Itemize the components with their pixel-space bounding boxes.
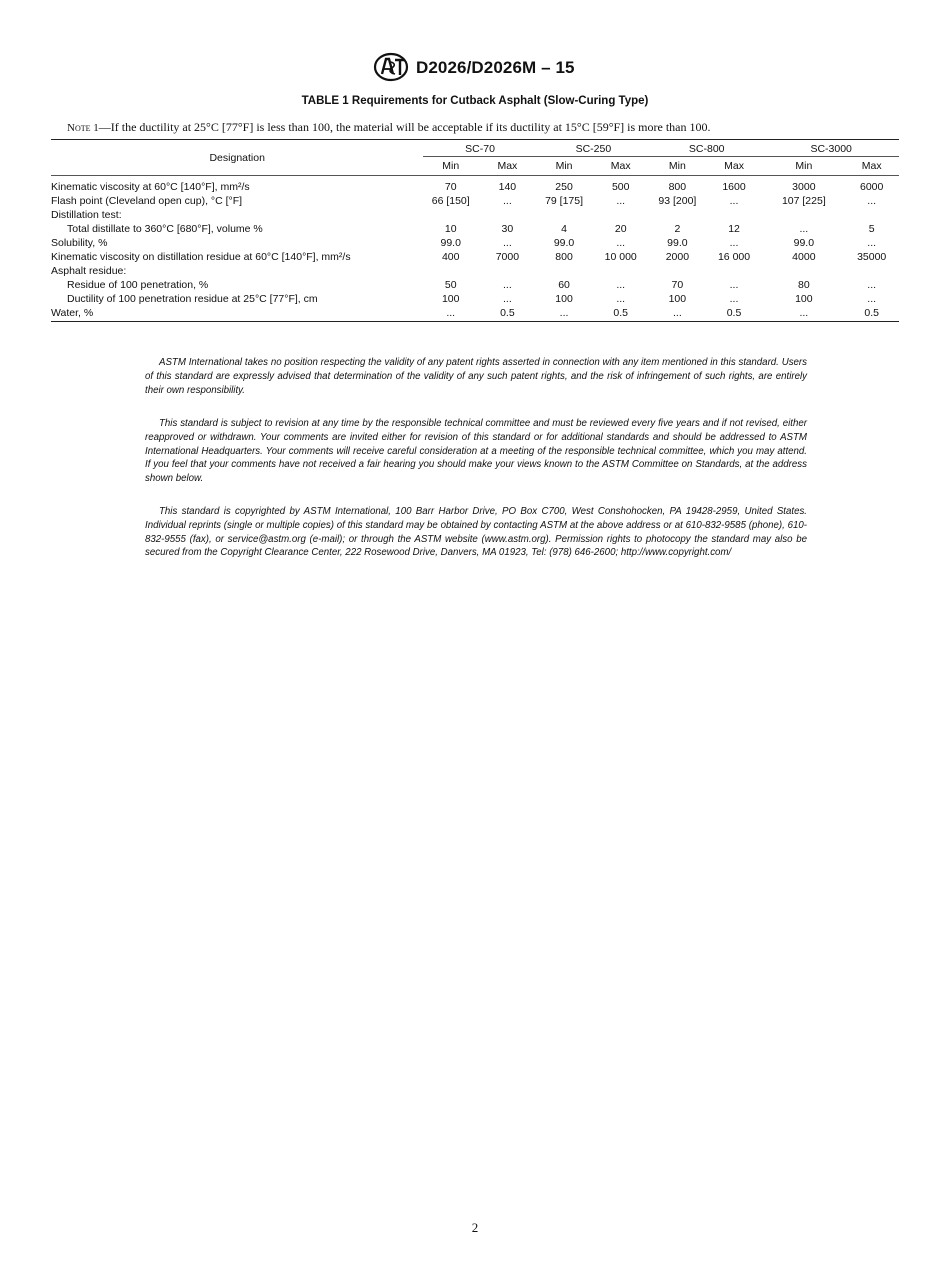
- table-row: [51, 306, 899, 322]
- table-cell: ...: [729, 237, 739, 249]
- table-cell: 5: [868, 223, 875, 235]
- table-cell: 4: [561, 223, 567, 235]
- table-cell: 99.0: [440, 237, 461, 249]
- table-cell: 3000: [792, 181, 816, 193]
- astm-logo-icon: [371, 52, 411, 82]
- table-cell: ...: [729, 293, 739, 305]
- table-cell: [763, 264, 844, 278]
- revision-notice: This standard is subject to revision at any time by the responsible technical committee and must be reviewed every five years and if not revised, either reapproved or withdrawn. Your comments are invited either for revision of this standard or for additional standards and should be addressed to ASTM International Headquarters. Your comments will receive careful consideration at a meeting of the responsible technical committee, which you may attend. If you feel that your comments have not received a fair hearing you should make your views known to the ASTM Committee on Standards, at the address shown below.: [145, 418, 807, 485]
- table-cell: 4000: [792, 251, 816, 263]
- table-cell: [844, 264, 899, 278]
- table-cell: 60: [558, 279, 570, 291]
- table-cell: 100: [441, 293, 460, 305]
- row-label: Kinematic viscosity on distillation residue at 60°C [140°F], mm²/s: [51, 251, 351, 263]
- column-header: Max: [591, 157, 650, 176]
- table-cell: ...: [729, 279, 739, 291]
- table-title: TABLE 1 Requirements for Cutback Asphalt (Slow-Curing Type): [301, 95, 649, 107]
- table-cell: 70: [671, 279, 684, 291]
- column-header: Min: [763, 157, 844, 176]
- table-cell: ...: [867, 195, 877, 207]
- group-header: SC-800: [650, 140, 763, 157]
- copyright-notice: This standard is copyrighted by ASTM International, 100 Barr Harbor Drive, PO Box C700, West Conshohocken, PA 19428-2959, United States. Individual reprints (single or multiple copies) of this standard may be obtained by contacting ASTM at the above address or at 610-832-9585 (phone), 610-832-9555 (fax), or service@astm.org (e-mail); or through the ASTM website (www.astm.org). Permission rights to photocopy the standard may also be secured from the Copyright Clearance Center, 222 Rosewood Drive, Danvers, MA 01923, Tel: (978) 646-2600; http://www.copyright.com/: [145, 506, 807, 559]
- row-label: Flash point (Cleveland open cup), °C [°F]: [51, 195, 243, 207]
- table-cell: 7000: [495, 251, 520, 263]
- table-cell: [423, 264, 478, 278]
- table-cell: 35000: [857, 251, 887, 263]
- row-label: Solubility, %: [51, 237, 108, 249]
- table-cell: [763, 208, 844, 222]
- table-cell: [478, 264, 537, 278]
- table-cell: 10 000: [604, 251, 637, 263]
- table-cell: [650, 208, 705, 222]
- row-label: Total distillate to 360°C [680°F], volume %: [67, 223, 263, 235]
- table-cell: 100: [555, 293, 573, 305]
- table-cell: 0.5: [705, 306, 764, 322]
- column-header: Max: [844, 157, 899, 176]
- table-cell: [705, 208, 764, 222]
- table-cell: 16 000: [717, 251, 751, 263]
- table-cell: ...: [502, 237, 512, 249]
- table-cell: 12: [728, 223, 740, 235]
- table-cell: 800: [555, 251, 573, 263]
- table-cell: 107 [225]: [781, 195, 826, 207]
- table-cell: 10: [444, 223, 457, 235]
- row-label: Distillation test:: [51, 209, 122, 221]
- table-cell: ...: [650, 306, 705, 322]
- table-cell: ...: [616, 195, 626, 207]
- page-number: 2: [471, 1220, 479, 1235]
- table-cell: ...: [502, 195, 512, 207]
- table-cell: ...: [799, 223, 809, 235]
- table-cell: 80: [798, 279, 810, 291]
- table-cell: 99.0: [793, 237, 815, 249]
- table-cell: 250: [555, 181, 573, 193]
- table-cell: [705, 264, 764, 278]
- table-cell: 0.5: [591, 306, 650, 322]
- table-cell: 93 [200]: [658, 195, 697, 207]
- table-cell: ...: [616, 279, 626, 291]
- table-cell: 6000: [859, 181, 884, 193]
- table-cell: ...: [867, 279, 877, 291]
- column-header: Min: [537, 157, 592, 176]
- patent-disclaimer: ASTM International takes no position respecting the validity of any patent rights asserted in connection with any item mentioned in this standard. Users of this standard are expressly advised that determination of the validity of any such patent rights, and the risk of infringement of such rights, are entirely their own responsibility.: [145, 357, 807, 396]
- table-row: [51, 222, 899, 236]
- table-cell: [423, 208, 478, 222]
- table-cell: 1600: [722, 181, 746, 193]
- requirements-table: [51, 139, 899, 322]
- table-cell: ...: [502, 293, 512, 305]
- table-cell: [591, 208, 650, 222]
- table-cell: 100: [795, 293, 813, 305]
- table-body: [51, 176, 899, 322]
- column-header: Max: [478, 157, 537, 176]
- table-cell: 99.0: [667, 237, 688, 249]
- table-cell: 400: [441, 251, 460, 263]
- column-header: Min: [650, 157, 705, 176]
- group-header: SC-3000: [763, 140, 899, 157]
- table-cell: 0.5: [478, 306, 537, 322]
- table-cell: ...: [867, 293, 877, 305]
- table-cell: ...: [423, 306, 478, 322]
- table-cell: ...: [616, 293, 626, 305]
- row-label: Residue of 100 penetration, %: [67, 279, 209, 291]
- note-label: Note 1: [67, 122, 99, 134]
- table-cell: 0.5: [844, 306, 899, 322]
- table-cell: [537, 208, 592, 222]
- table-cell: 2000: [665, 251, 690, 263]
- row-label: Kinematic viscosity at 60°C [140°F], mm²/s: [51, 181, 250, 193]
- group-header: SC-70: [423, 140, 536, 157]
- table-cell: [478, 208, 537, 222]
- table-row: [51, 236, 899, 250]
- table-cell: 2: [674, 223, 681, 235]
- table-cell: [844, 208, 899, 222]
- table-cell: 79 [175]: [545, 195, 584, 207]
- table-cell: 50: [444, 279, 457, 291]
- table-cell: 140: [498, 181, 517, 193]
- group-header: SC-250: [537, 140, 650, 157]
- designation-header: Designation: [51, 140, 423, 176]
- table-row: [51, 250, 899, 264]
- table-cell: 66 [150]: [431, 195, 470, 207]
- table-cell: ...: [763, 306, 844, 322]
- row-label: Asphalt residue:: [51, 265, 127, 277]
- table-cell: ...: [502, 279, 512, 291]
- table-cell: 500: [611, 181, 630, 193]
- row-label: Ductility of 100 penetration residue at 25°C [77°F], cm: [67, 293, 318, 305]
- row-label: Water, %: [51, 306, 423, 322]
- table-cell: 99.0: [553, 237, 575, 249]
- table-row: [51, 264, 899, 278]
- column-header: Min: [423, 157, 478, 176]
- page-header: [0, 52, 950, 84]
- table-cell: [537, 264, 592, 278]
- table-row: [51, 176, 899, 195]
- table-cell: 100: [668, 293, 687, 305]
- column-header: Max: [705, 157, 764, 176]
- note-text: —If the ductility at 25°C [77°F] is less than 100, the material will be acceptable if its ductility at 15°C [59°F] is more than 100.: [98, 120, 711, 134]
- table-cell: [650, 264, 705, 278]
- table-cell: 70: [444, 181, 457, 193]
- document-id: D2026/D2026M – 15: [416, 58, 575, 77]
- table-cell: 30: [501, 223, 514, 235]
- table-cell: ...: [616, 237, 626, 249]
- table-cell: ...: [867, 237, 877, 249]
- table-note: [67, 120, 711, 135]
- table-cell: ...: [537, 306, 592, 322]
- table-row: [51, 208, 899, 222]
- table-cell: 20: [614, 223, 627, 235]
- table-cell: 800: [668, 181, 687, 193]
- table-row: [51, 194, 899, 208]
- table-row: [51, 278, 899, 292]
- table-cell: ...: [729, 195, 739, 207]
- table-cell: [591, 264, 650, 278]
- table-row: [51, 292, 899, 306]
